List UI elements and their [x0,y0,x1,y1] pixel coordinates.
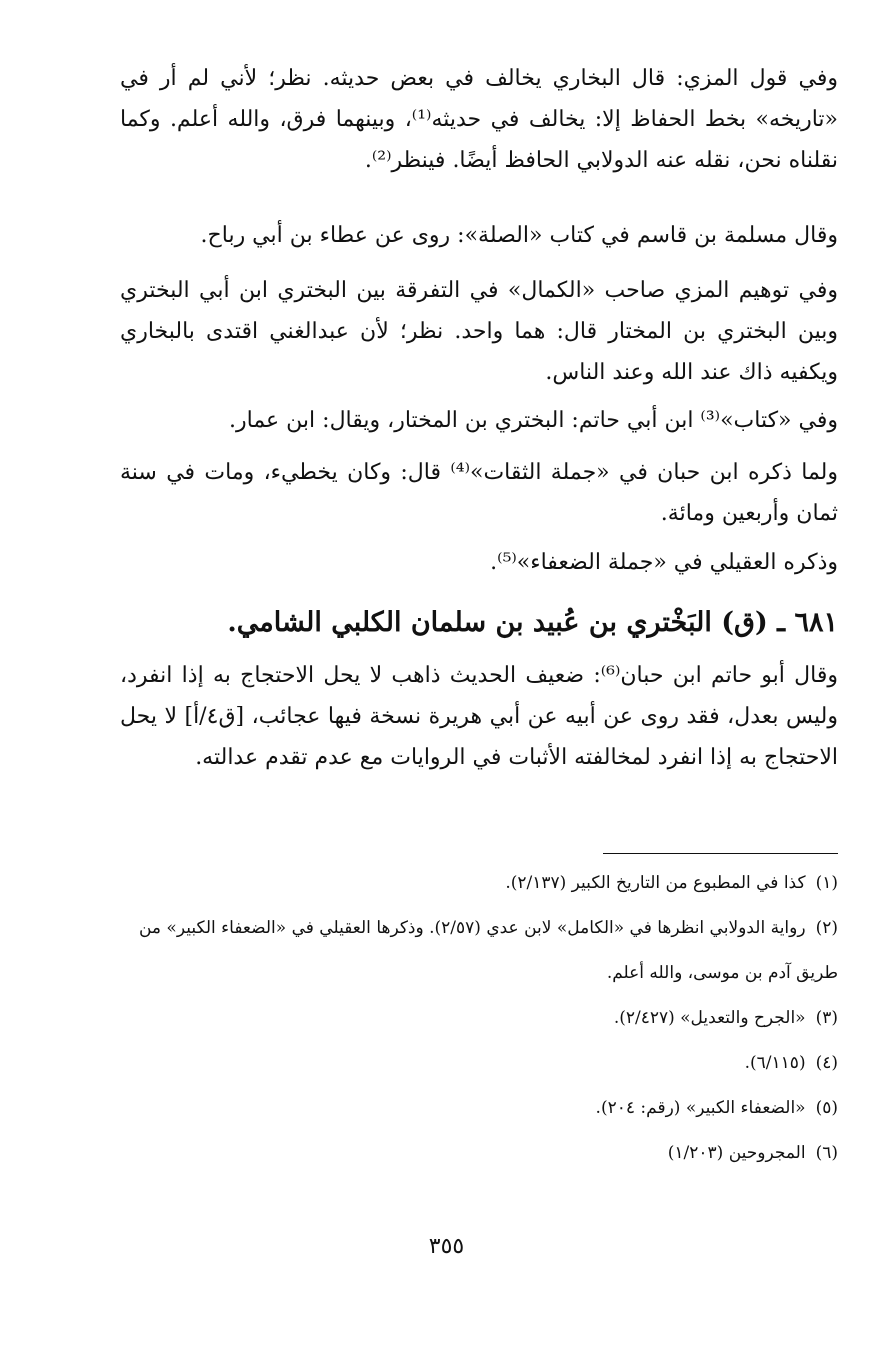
footnote-text: المجروحين (١/٢٠٣) [667,1143,806,1163]
paragraph-kamal-tafriqa: وفي توهيم المزي صاحب «الكمال» في التفرقة بين البختري ابن أبي البختري وبين البختري بن المختار قال: هما واحد. نظر؛ لأن عبدالغني اقتدى بالبخاري ويكفيه ذاك عند الله وعند الناس. [120,278,838,385]
footnote-number: (١) [815,873,838,893]
paragraph-mizzi-bukhari: وفي قول المزي: قال البخاري يخالف في بعض حديثه. نظر؛ لأني لم أر في «تاريخه» بخط الحفاظ إلا: يخالف في حديثه⁽¹⁾، وبينهما فرق، والله أعلم. وكما نقلناه نحن، نقله عنه الدولابي الحافظ أيضًا. فينظر⁽²⁾. [120,66,838,173]
entry-heading-681: ٦٨١ ـ (ق) البَخْتري بن عُبيد بن سلمان الكلبي الشامي. [227,607,838,638]
footnote-5 [120,1086,838,1131]
footnote-4 [120,1041,838,1086]
footnote-number: (٦) [815,1143,838,1163]
footnote-text: (٦/١١٥). [744,1053,806,1073]
paragraph-ibn-hibban-thiqat: ولما ذكره ابن حبان في «جملة الثقات»⁽⁴⁾ قال: وكان يخطيء، ومات في سنة ثمان وأربعين ومائة. [120,460,838,526]
paragraph-entry-681: وقال أبو حاتم ابن حبان⁽⁶⁾: ضعيف الحديث ذاهب لا يحل الاحتجاج به إذا انفرد، وليس بعدل، فقد روى عن أبيه عن أبي هريرة نسخة فيها عجائب، [ق٤/أ] لا يحل الاحتجاج به إذا انفرد لمخالفته الأثبات في الروايات مع عدم تقدم عدالته. [120,663,838,770]
footnote-text: «الجرح والتعديل» (٢/٤٢٧). [613,1008,806,1028]
footnote-text: «الضعفاء الكبير» (رقم: ٢٠٤). [595,1098,806,1118]
footnote-2 [120,906,838,996]
footnote-number: (٢) [815,918,838,938]
paragraph-maslama-silah: وقال مسلمة بن قاسم في كتاب «الصلة»: روى عن عطاء بن أبي رباح. [200,223,838,248]
footnote-6 [120,1131,838,1176]
footnote-number: (٣) [815,1008,838,1028]
footnote-text: كذا في المطبوع من التاريخ الكبير (٢/١٣٧). [505,873,806,893]
footnote-divider [603,853,838,854]
footnote-1 [120,861,838,906]
paragraph-uqayli-duafa: وذكره العقيلي في «جملة الضعفاء»⁽⁵⁾. [490,550,838,575]
footnote-number: (٤) [815,1053,838,1073]
footnote-text: رواية الدولابي انظرها في «الكامل» لابن عدي (٢/٥٧). وذكرها العقيلي في «الضعفاء الكبير» من طريق آدم بن موسى، والله أعلم. [138,918,838,983]
footnote-number: (٥) [815,1098,838,1118]
footnote-3 [120,996,838,1041]
page-number: ٣٥٥ [428,1234,465,1259]
paragraph-abi-hatim: وفي «كتاب»⁽³⁾ ابن أبي حاتم: البختري بن المختار، ويقال: ابن عمار. [229,408,838,433]
